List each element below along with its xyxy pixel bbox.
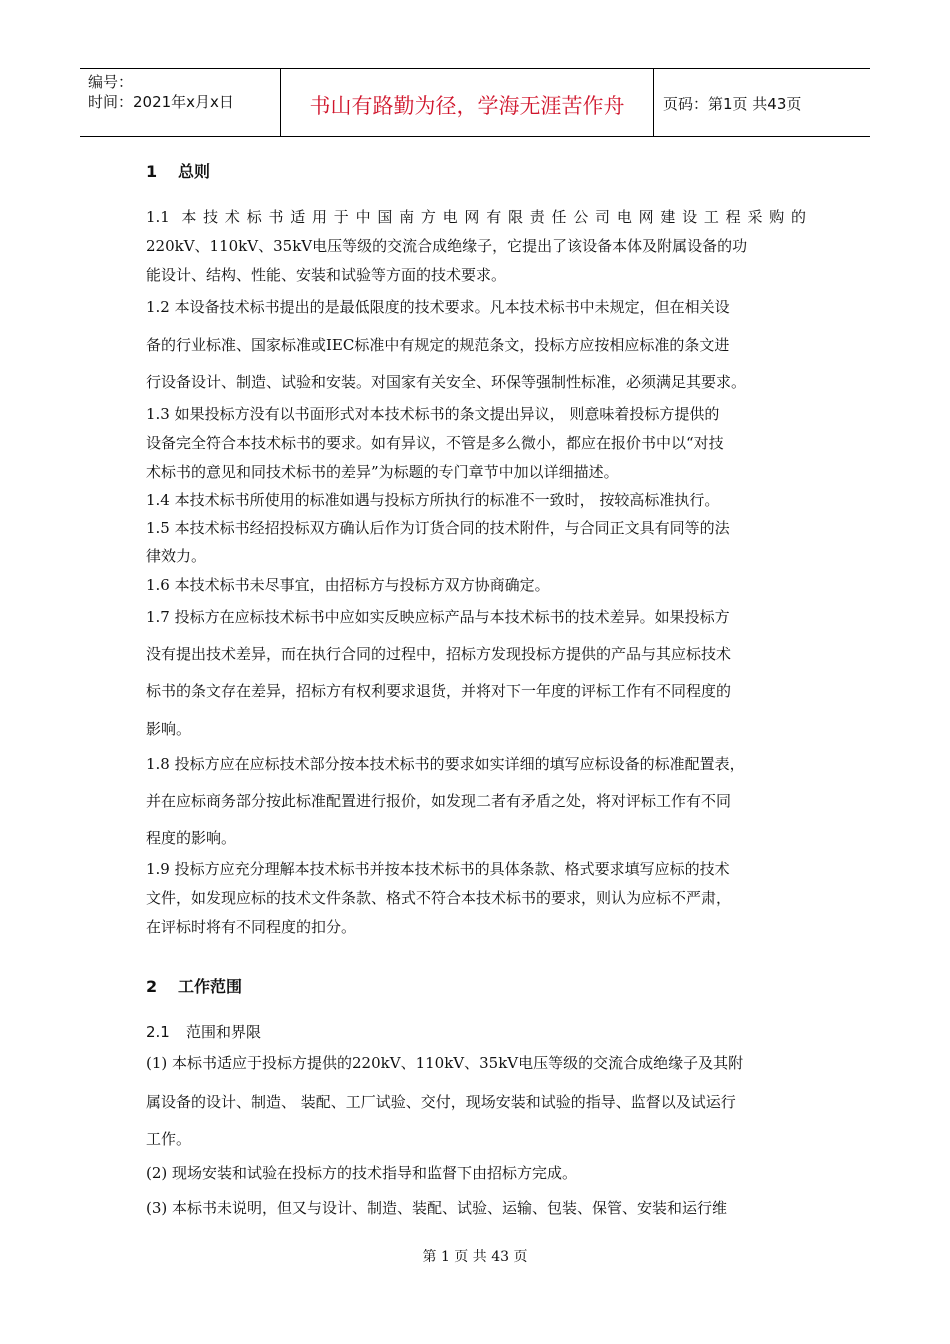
paragraph-line: 1.2 本设备技术标书提出的是最低限度的技术要求。凡本技术标书中未规定，但在相关设 (146, 298, 730, 316)
header-motto: 书山有路勤为径，学海无涯苦作舟 (281, 69, 654, 136)
paragraph-line: 1.6 本技术标书未尽事宜，由招标方与投标方双方协商确定。 (146, 576, 550, 594)
page-footer: 第 1 页 共 43 页 (422, 1249, 528, 1265)
paragraph-line: 备的行业标准、国家标准或IEC标准中有规定的规范条文，投标方应按相应标准的条文进 (146, 336, 730, 354)
paragraph-line: 律效力。 (146, 547, 207, 565)
paragraph-line: 1.9 投标方应充分理解本技术标书并按本技术标书的具体条款、格式要求填写应标的技术 (146, 860, 730, 878)
paragraph-line: 标书的条文存在差异，招标方有权利要求退货，并将对下一年度的评标工作有不同程度的 (146, 682, 732, 700)
subsection-number: 2.1 (146, 1023, 170, 1041)
doc-date-label: 时间：2021年x月x日 (88, 93, 234, 111)
section-title: 总则 (178, 162, 211, 181)
subsection-title: 范围和界限 (186, 1023, 262, 1041)
subsection-heading-2-1 (146, 1022, 261, 1042)
header-page-info: 页码：第1页 共43页 (663, 95, 802, 113)
paragraph-line: (3) 本标书未说明，但又与设计、制造、装配、试验、运输、包装、保管、安装和运行维 (146, 1199, 728, 1217)
paragraph-line: 影响。 (146, 720, 192, 738)
document-header (80, 68, 870, 137)
paragraph-line: 1.8 投标方应在应标技术部分按本技术标书的要求如实详细的填写应标设备的标准配置表， (146, 755, 745, 773)
paragraph-line: 术标书的意见和同技术标书的差异”为标题的专门章节中加以详细描述。 (146, 463, 619, 481)
paragraph-line: 能设计、结构、性能、安装和试验等方面的技术要求。 (146, 266, 507, 284)
paragraph-line: 1.1 本技术标书适用于中国南方电网有限责任公司电网建设工程采购的 (146, 208, 806, 226)
paragraph-line: 程度的影响。 (146, 829, 237, 847)
section-number: 2 (146, 977, 158, 996)
paragraph-line: 1.4 本技术标书所使用的标准如遇与投标方所执行的标准不一致时， 按较高标准执行。 (146, 491, 720, 509)
paragraph-line: 行设备设计、制造、试验和安装。对国家有关安全、环保等强制性标准，必须满足其要求。 (146, 373, 747, 391)
paragraph-line: 没有提出技术差异，而在执行合同的过程中，招标方发现投标方提供的产品与其应标技术 (146, 645, 732, 663)
section-heading-1 (146, 162, 210, 182)
section-heading-2 (146, 977, 242, 997)
paragraph-line: 并在应标商务部分按此标准配置进行报价，如发现二者有矛盾之处，将对评标工作有不同 (146, 792, 732, 810)
paragraph-line: 工作。 (146, 1130, 192, 1148)
paragraph-line: 文件，如发现应标的技术文件条款、格式不符合本技术标书的要求，则认为应标不严肃， (146, 889, 732, 907)
paragraph-line: 属设备的设计、制造、 装配、工厂试验、交付，现场安装和试验的指导、监督以及试运行 (146, 1093, 736, 1111)
paragraph-line: 1.7 投标方在应标技术标书中应如实反映应标产品与本技术标书的技术差异。如果投标方 (146, 608, 730, 626)
paragraph-line: 1.5 本技术标书经招投标双方确认后作为订货合同的技术附件，与合同正文具有同等的法 (146, 519, 730, 537)
paragraph-line: 设备完全符合本技术标书的要求。如有异议，不管是多么微小，都应在报价书中以“对技 (146, 434, 724, 452)
paragraph-line: 在评标时将有不同程度的扣分。 (146, 918, 357, 936)
paragraph-line: (1) 本标书适应于投标方提供的220kV、110kV、35kV电压等级的交流合成绝缘子及其附 (146, 1054, 744, 1072)
header-meta (80, 69, 281, 136)
doc-number-label: 编号： (88, 73, 134, 91)
paragraph-line: 220kV、110kV、35kV电压等级的交流合成绝缘子，它提出了该设备本体及附属设备的功 (146, 237, 748, 255)
paragraph-line: (2) 现场安装和试验在投标方的技术指导和监督下由招标方完成。 (146, 1164, 578, 1182)
section-number: 1 (146, 162, 158, 181)
section-title: 工作范围 (178, 977, 243, 996)
paragraph-line: 1.3 如果投标方没有以书面形式对本技术标书的条文提出异议， 则意味着投标方提供的 (146, 405, 720, 423)
